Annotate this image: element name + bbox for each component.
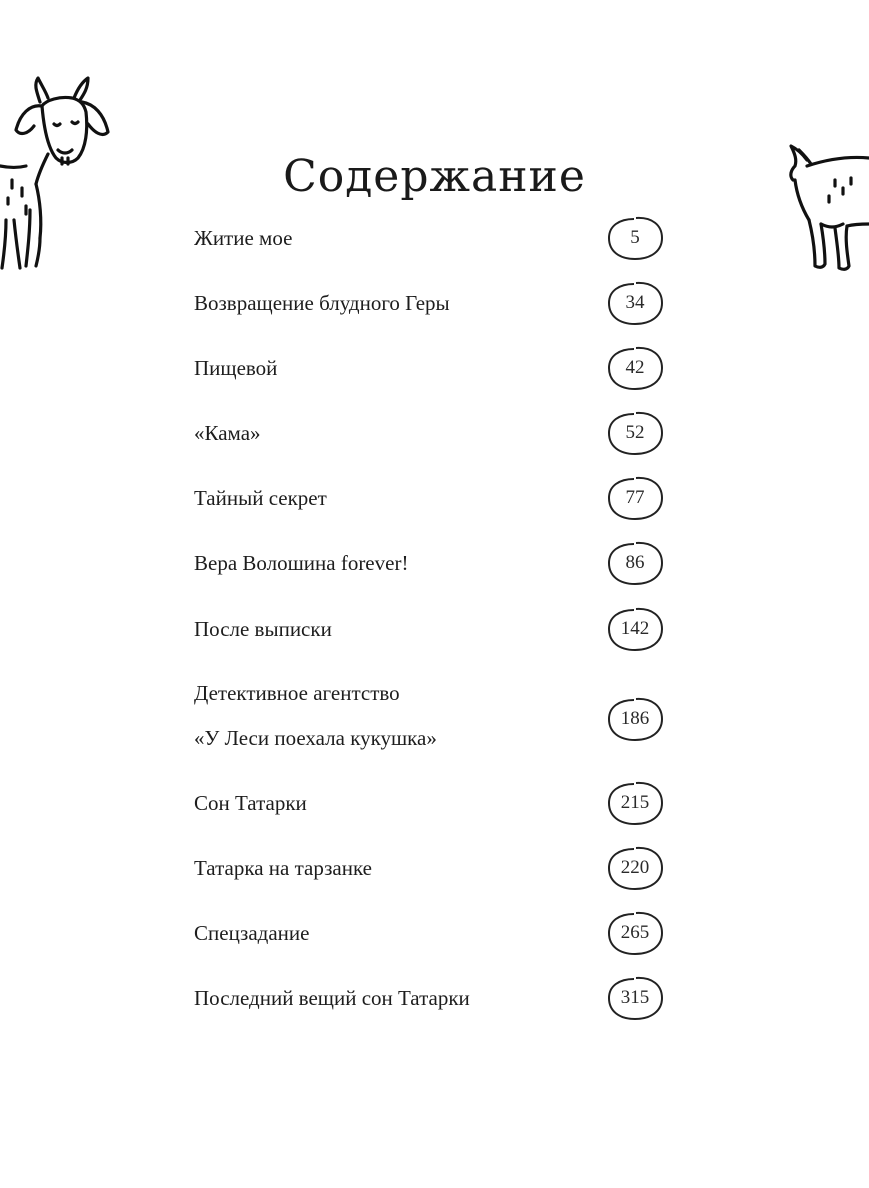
page-badge	[606, 215, 664, 261]
page-number: 215	[620, 792, 650, 813]
page-badge	[606, 780, 664, 826]
chapter-title: После выписки	[194, 617, 332, 641]
chapter-title: Житие мое	[194, 226, 293, 250]
page-title: Содержание	[283, 151, 586, 203]
chapter-title: Спецзадание	[194, 921, 310, 945]
chapter-title: Сон Татарки	[194, 791, 307, 815]
page-number: 77	[625, 487, 645, 508]
page-badge	[606, 475, 664, 521]
page-number: 42	[625, 357, 645, 378]
page-number: 186	[620, 708, 650, 729]
page-badge	[606, 345, 664, 391]
page-badge	[606, 280, 664, 326]
chapter-title-line-2: «У Леси поехала кукушка»	[194, 726, 437, 750]
page-badge	[606, 845, 664, 891]
page-number: 34	[625, 292, 645, 313]
page-number: 142	[620, 618, 650, 639]
chapter-title: Пищевой	[194, 356, 278, 380]
page-badge	[606, 975, 664, 1021]
chapter-title: Татарка на тарзанке	[194, 856, 372, 880]
page-number: 52	[625, 422, 645, 443]
page-badge	[606, 606, 664, 652]
page-badge	[606, 696, 664, 742]
chapter-title: Вера Волошина forever!	[194, 551, 409, 575]
chapter-title: Возвращение блудного Геры	[194, 291, 450, 315]
page-number: 315	[620, 987, 650, 1008]
page-number: 220	[620, 857, 650, 878]
chapter-title-line-1: Детективное агентство	[194, 681, 400, 705]
page-badge	[606, 540, 664, 586]
page-number: 265	[620, 922, 650, 943]
page-badge	[606, 410, 664, 456]
chapter-title: Последний вещий сон Татарки	[194, 986, 470, 1010]
page-number: 86	[625, 552, 645, 573]
page-number: 5	[630, 227, 640, 248]
page-badge	[606, 910, 664, 956]
chapter-title: «Кама»	[194, 421, 261, 445]
chapter-title: Тайный секрет	[194, 486, 327, 510]
